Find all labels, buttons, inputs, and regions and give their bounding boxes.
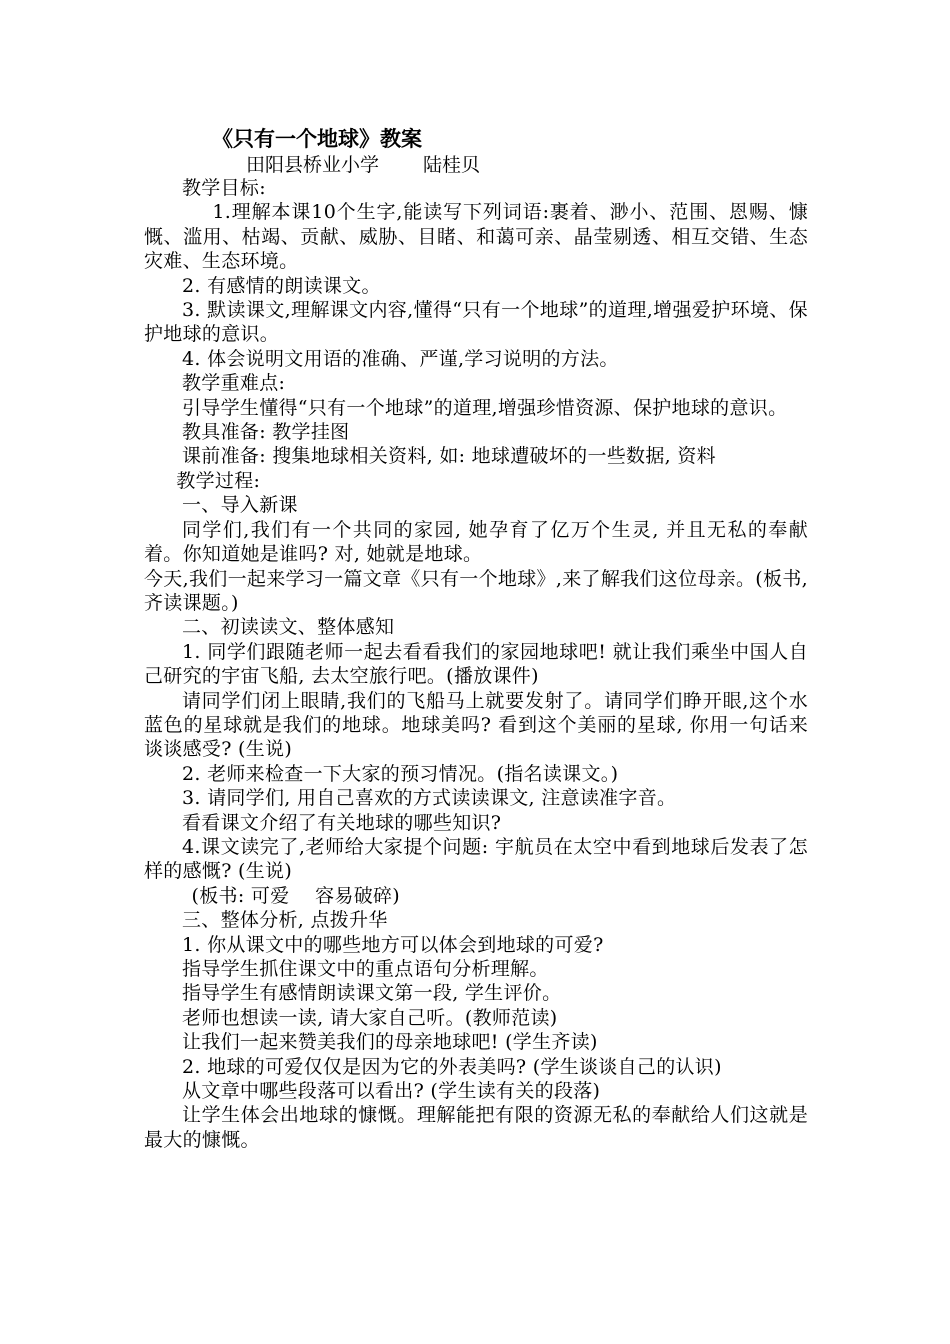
paragraph: 2. 有感情的朗读课文。 xyxy=(182,274,381,297)
paragraph: 引导学生懂得“只有一个地球”的道理,增强珍惜资源、保护地球的意识。 xyxy=(182,396,788,419)
paragraph: 3. 请同学们, 用自己喜欢的方式读读课文, 注意读准字音。 xyxy=(182,787,677,810)
paragraph: 看看课文介绍了有关地球的哪些知识? xyxy=(182,811,502,834)
paragraph: 一、导入新课 xyxy=(182,494,298,517)
paragraph: 二、初读读文、整体感知 xyxy=(182,616,395,639)
paragraph: 教学过程: xyxy=(176,469,261,492)
paragraph: 2. 地球的可爱仅仅是因为它的外表美吗? (学生谈谈自己的认识) xyxy=(182,1055,722,1078)
paragraph: 老师也想读一读, 请大家自己听。(教师范读) xyxy=(182,1006,558,1029)
paragraph: 1. 同学们跟随老师一起去看看我们的家园地球吧! 就让我们乘坐中国人自己研究的宇宙飞船, 去太空旅行吧。(播放课件) xyxy=(144,640,808,688)
paragraph: 让学生体会出地球的慷慨。理解能把有限的资源无私的奉献给人们这就是最大的慷慨。 xyxy=(144,1104,808,1151)
paragraph: 教学重难点: xyxy=(182,372,286,395)
paragraph: 1. 你从课文中的哪些地方可以体会到地球的可爱? xyxy=(182,933,604,956)
paragraph: 2. 老师来检查一下大家的预习情况。(指名读课文。) xyxy=(182,762,619,785)
paragraph: 今天,我们一起来学习一篇文章《只有一个地球》,来了解我们这位母亲。(板书, 齐读课题。) xyxy=(144,567,808,614)
paragraph: 教具准备: 教学挂图 xyxy=(182,421,350,444)
paragraph: 课前准备: 搜集地球相关资料, 如: 地球遭破坏的一些数据, 资料 xyxy=(182,445,716,468)
paragraph: 教学目标: xyxy=(182,177,266,199)
paragraph: 同学们,我们有一个共同的家园, 她孕育了亿万个生灵, 并且无私的奉献着。你知道她是谁吗? 对, 她就是地球。 xyxy=(144,518,808,566)
author-line xyxy=(246,153,480,177)
paragraph: 指导学生有感情朗读课文第一段, 学生评价。 xyxy=(182,982,562,1005)
author-name: 陆桂贝 xyxy=(423,154,481,176)
paragraph: 4.课文读完了,老师给大家提个问题: 宇航员在太空中看到地球后发表了怎样的感慨? (生说) xyxy=(144,835,808,883)
paragraph: (板书: 可爱 容易破碎) xyxy=(191,884,401,907)
paragraph: 请同学们闭上眼睛,我们的飞船马上就要发射了。请同学们睁开眼,这个水蓝色的星球就是我们的地球。地球美吗? 看到这个美丽的星球, 你用一句话来谈谈感受? (生说) xyxy=(144,689,808,761)
document-title: 《只有一个地球》教案 xyxy=(212,127,422,151)
paragraph: 1.理解本课10个生字,能读写下列词语:裹着、渺小、范围、恩赐、慷慨、滥用、枯竭、贡献、威胁、目睹、和蔼可亲、晶莹剔透、相互交错、生态灾难、生态环境。 xyxy=(144,201,808,273)
paragraph: 从文章中哪些段落可以看出? (学生读有关的段落) xyxy=(182,1080,601,1103)
paragraph: 3. 默读课文,理解课文内容,懂得“只有一个地球”的道理,增强爱护环境、保护地球的意识。 xyxy=(144,299,808,346)
paragraph: 让我们一起来赞美我们的母亲地球吧! (学生齐读) xyxy=(182,1031,598,1054)
document-body xyxy=(144,176,808,1152)
paragraph: 指导学生抓住课文中的重点语句分析理解。 xyxy=(182,958,549,980)
paragraph: 4. 体会说明文用语的准确、严谨,学习说明的方法。 xyxy=(182,347,619,370)
author-school: 田阳县桥业小学 xyxy=(246,154,380,176)
paragraph: 三、整体分析, 点拨升华 xyxy=(182,909,388,932)
